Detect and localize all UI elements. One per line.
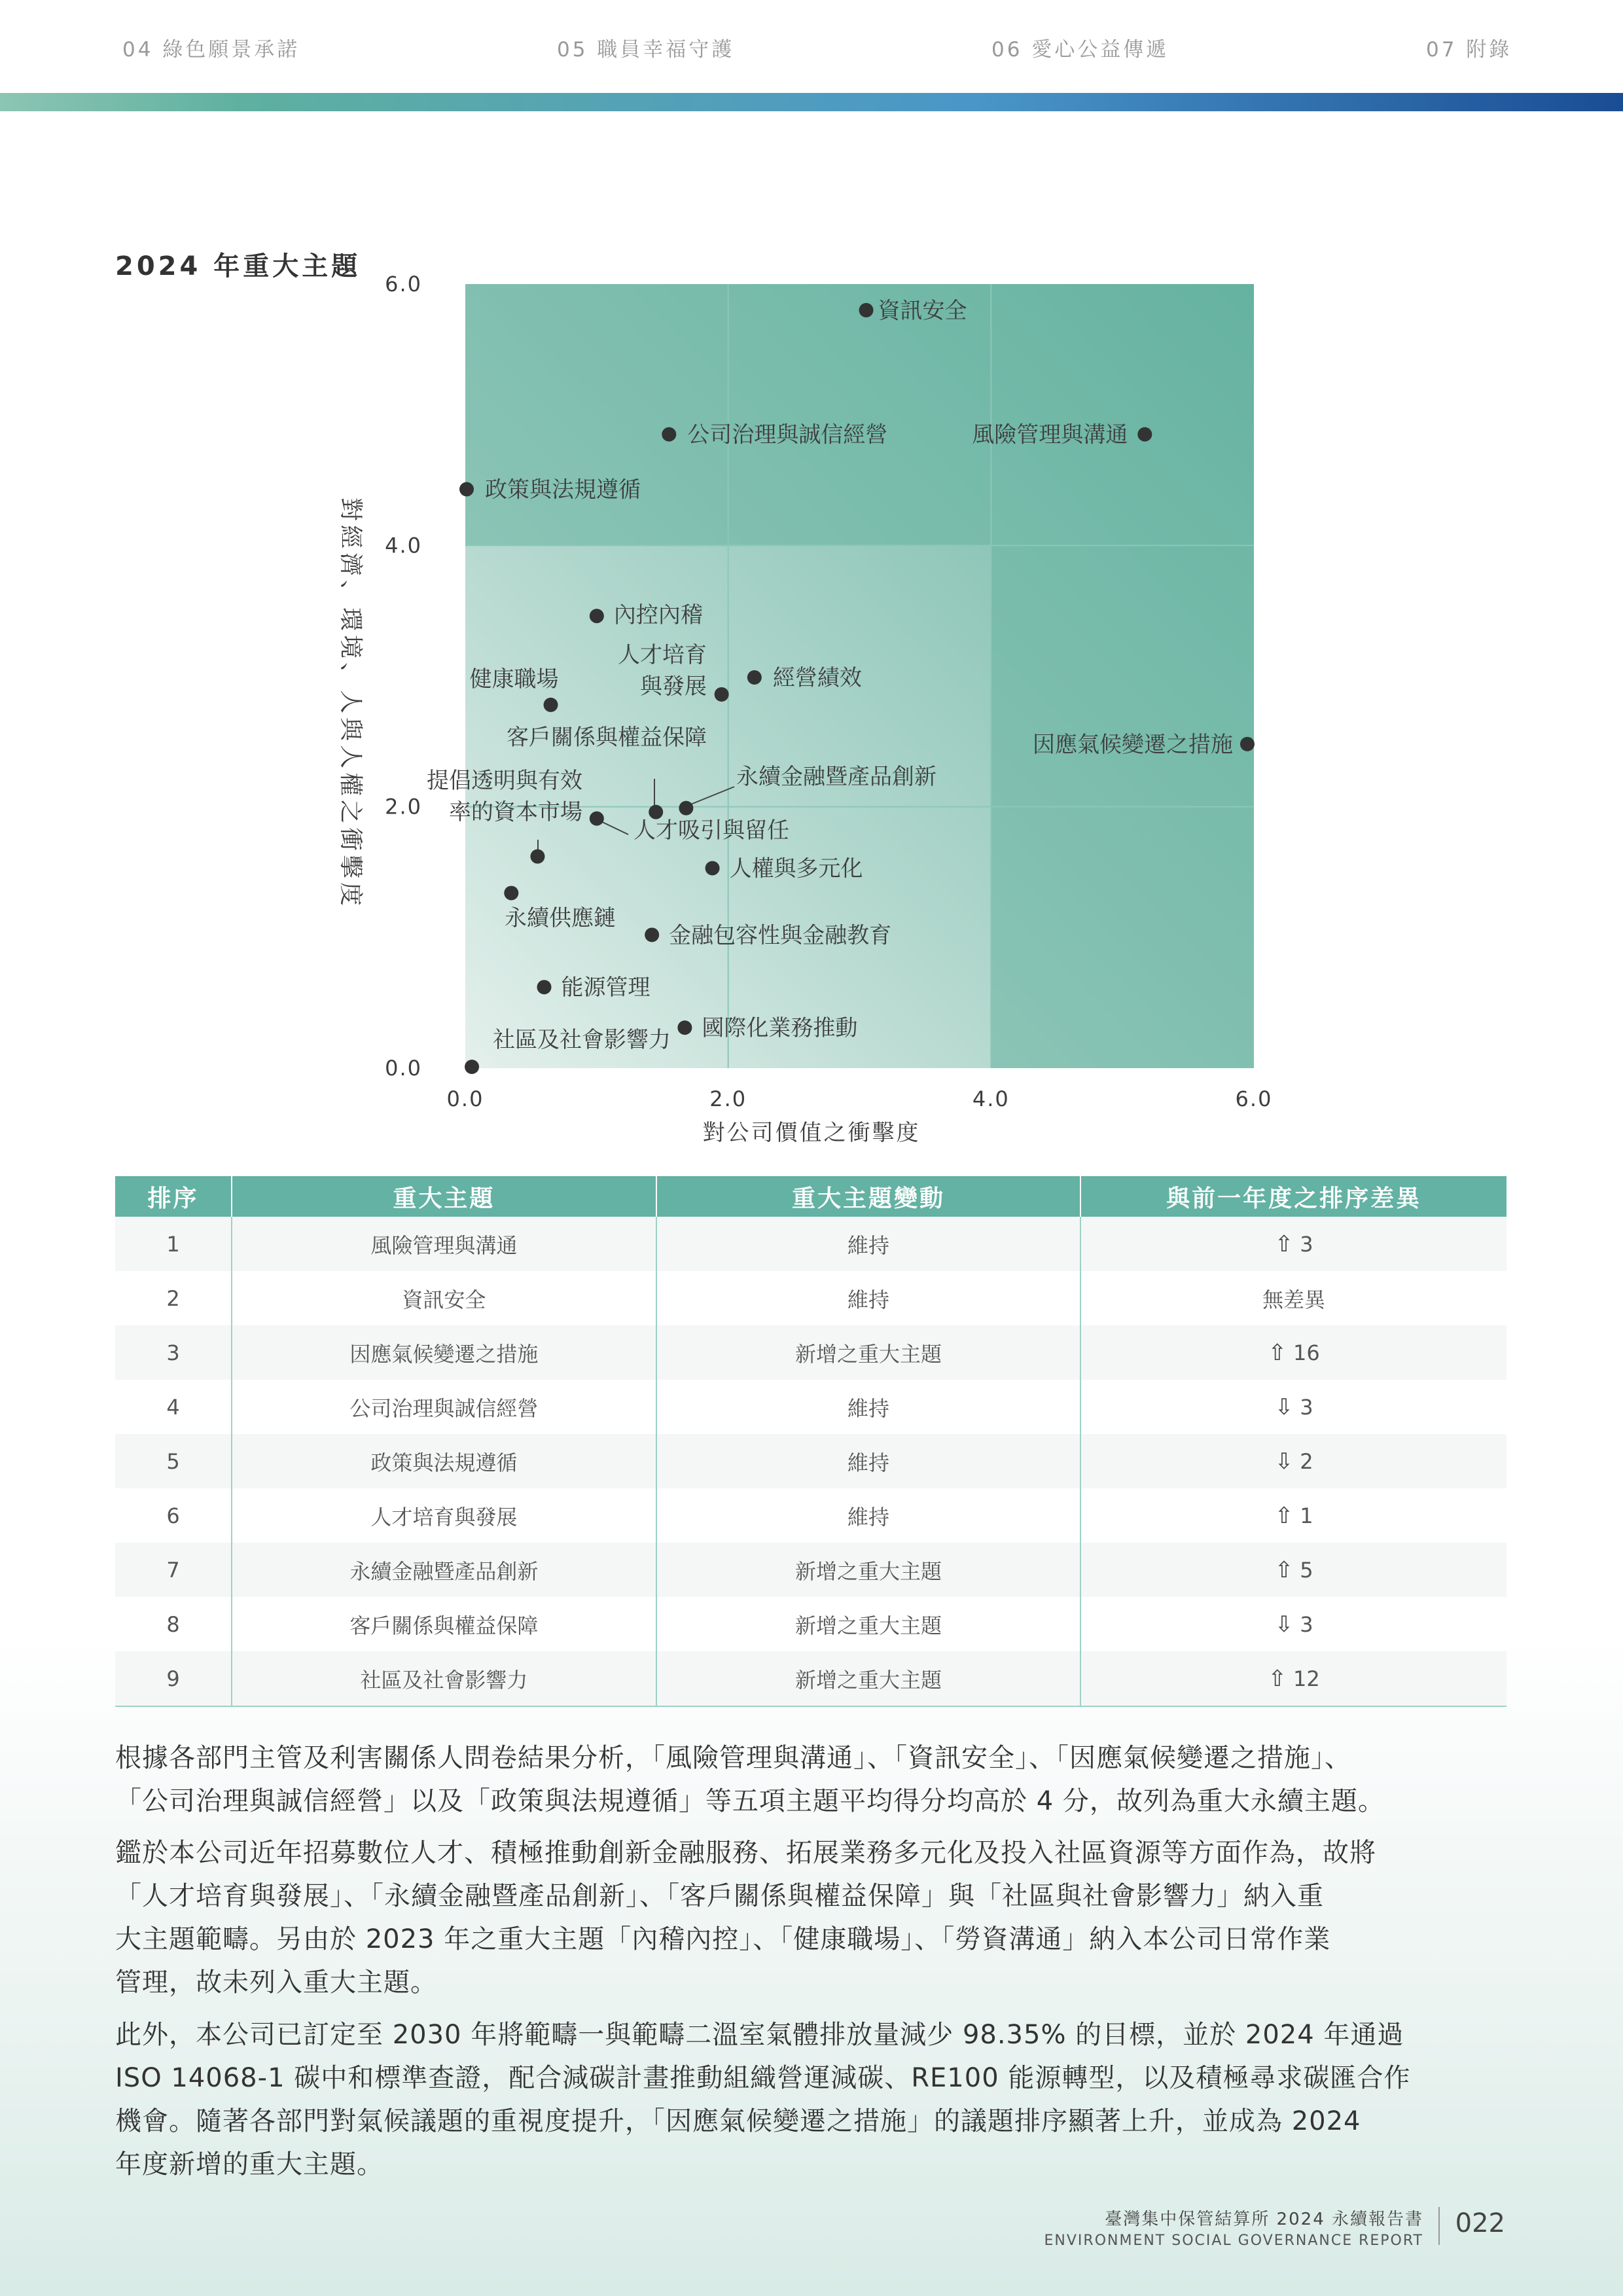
data-point-label: 政策與法規遵循 [485,476,641,503]
table-row [115,1488,1507,1543]
y-tick-label: 6.0 [385,272,422,296]
paragraph-line: 機會。隨著各部門對氣候議題的重視度提升，「因應氣候變遷之措施」的議題排序顯著上升，並成為 2024 [115,2106,1361,2136]
diff-cell [1080,1380,1507,1434]
diff-cell-text: 2 [1300,1448,1313,1474]
table-row [115,1597,1507,1651]
change-cell-text: 維持 [847,1287,889,1312]
topic-cell [232,1325,656,1380]
topic-cell-text: 公司治理與誠信經營 [349,1395,539,1421]
section-title: 2024 年重大主題 [115,251,361,281]
topic-cell [232,1488,656,1543]
data-point-label: 客戶關係與權益保障 [507,725,707,751]
change-cell-text: 新增之重大主題 [794,1667,942,1693]
data-point-label: 能源管理 [561,975,651,1001]
data-point[interactable] [459,482,474,496]
topic-cell-text: 人才培育與發展 [370,1504,518,1530]
data-point[interactable] [530,850,544,864]
data-point-label: 人才培育與發展 [618,642,707,700]
change-cell-text: 新增之重大主題 [794,1558,942,1584]
y-axis-label: 對經濟、環境、人與人權之衝擊度 [337,497,364,910]
table-row [115,1271,1507,1325]
rank-cell [115,1380,232,1434]
footer-report-title: 臺灣集中保管結算所 2024 永續報告書 [1105,2210,1423,2229]
diff-cell [1080,1217,1507,1271]
diff-cell [1080,1488,1507,1543]
diff-cell-text: 3 [1300,1394,1313,1420]
data-point-label: 永續供應鏈 [505,905,616,931]
data-point[interactable] [677,1020,692,1035]
change-cell-text: 維持 [847,1232,889,1258]
arrow-up-icon: ⇧ [1274,1230,1294,1257]
data-point-label: 公司治理與誠信經營 [687,422,888,448]
diff-cell [1080,1597,1507,1651]
topic-cell [232,1380,656,1434]
change-cell [656,1651,1081,1706]
diff-cell-text: 5 [1300,1557,1313,1583]
data-point[interactable] [662,427,676,442]
nav-item-green-vision[interactable]: 04 綠色願景承諾 [122,38,300,62]
paragraph-line: 鑑於本公司近年招募數位人才、積極推動創新金融服務、拓展業務多元化及投入社區資源等方面作為，故將 [115,1838,1376,1868]
topic-cell-text: 風險管理與溝通 [370,1232,518,1258]
change-cell [656,1217,1081,1271]
nav-item-appendix[interactable]: 07 附錄 [1426,38,1512,62]
col-header-rank: 排序 [115,1176,232,1217]
nav-item-employee-care[interactable]: 05 職員幸福守護 [557,38,735,62]
diff-cell-text: 3 [1300,1231,1313,1257]
table-row [115,1325,1507,1380]
data-point-label: 提倡透明與有效率的資本市場 [427,768,582,825]
topic-cell [232,1271,656,1325]
table-row [115,1543,1507,1597]
paragraph-line: 「人才培育與發展」、「永續金融暨產品創新」、「客戶關係與權益保障」與「社區與社會影響力」納入重 [115,1881,1324,1911]
data-point[interactable] [679,801,693,816]
data-point-label: 人權與多元化 [729,855,863,882]
data-point-label: 國際化業務推動 [702,1015,858,1042]
y-tick-label: 2.0 [385,794,422,819]
diff-cell-text: 3 [1300,1611,1313,1637]
rank-cell-text: 7 [166,1557,180,1583]
col-header-diff: 與前一年度之排序差異 [1080,1176,1507,1217]
data-point-label: 健康職場 [469,666,559,692]
rank-cell-text: 5 [166,1448,180,1474]
table-header-row [115,1176,1507,1217]
arrow-up-icon: ⇧ [1274,1502,1294,1529]
table-row [115,1217,1507,1271]
change-cell [656,1271,1081,1325]
paragraph-3 [115,2013,1507,2186]
data-point-label: 經營績效 [772,664,862,691]
change-cell-text: 新增之重大主題 [794,1613,942,1638]
change-cell-text: 新增之重大主題 [794,1341,942,1367]
change-cell [656,1380,1081,1434]
arrow-down-icon: ⇩ [1274,1448,1294,1475]
change-cell-text: 維持 [847,1450,889,1475]
data-point[interactable] [747,670,762,685]
x-tick-label: 2.0 [709,1086,747,1111]
change-cell-text: 維持 [847,1395,889,1421]
paragraph-line: 此外，本公司已訂定至 2030 年將範疇一與範疇二溫室氣體排放量減少 98.35% 的目標，並於 2024 年通過 [115,2020,1404,2050]
rank-cell-text: 1 [166,1231,180,1257]
footer-divider [1438,2207,1440,2245]
arrow-up-icon: ⇧ [1268,1665,1287,1692]
change-cell-text: 維持 [847,1504,889,1530]
paragraph-line: 根據各部門主管及利害關係人問卷結果分析，「風險管理與溝通」、「資訊安全」、「因應氣候變遷之措施」、 [115,1743,1351,1773]
paragraph-line: 大主題範疇。另由於 2023 年之重大主題「內稽內控」、「健康職場」、「勞資溝通」納入本公司日常作業 [115,1924,1331,1954]
diff-cell-text: 無差異 [1262,1287,1326,1312]
table-row [115,1434,1507,1488]
rank-cell [115,1488,232,1543]
paragraph-line: 年度新增的重大主題。 [115,2149,383,2179]
topic-cell [232,1597,656,1651]
change-cell [656,1597,1081,1651]
rank-cell [115,1434,232,1488]
topic-cell-text: 政策與法規遵循 [370,1450,518,1475]
rank-cell-text: 8 [166,1611,180,1637]
topic-cell [232,1217,656,1271]
rank-cell [115,1651,232,1706]
topic-cell-text: 客戶關係與權益保障 [349,1613,539,1638]
nav-item-charity[interactable]: 06 愛心公益傳遞 [991,38,1169,62]
table-row [115,1651,1507,1706]
topic-cell [232,1434,656,1488]
rank-cell-text: 9 [166,1666,180,1691]
data-point-label: 人才吸引與留任 [633,817,789,844]
data-point-label: 社區及社會影響力 [493,1027,671,1053]
y-tick-label: 0.0 [385,1056,422,1081]
change-cell [656,1325,1081,1380]
arrow-down-icon: ⇩ [1274,1393,1294,1420]
rank-cell-text: 2 [166,1285,180,1311]
rank-cell [115,1325,232,1380]
data-point[interactable] [859,303,874,317]
x-axis-label: 對公司價值之衝擊度 [702,1120,921,1146]
data-point[interactable] [1240,737,1255,751]
paragraph-1 [115,1736,1507,1823]
x-tick-label: 6.0 [1235,1086,1273,1111]
rank-cell-text: 4 [166,1394,180,1420]
paragraph-2 [115,1831,1507,2004]
change-cell [656,1543,1081,1597]
change-cell [656,1434,1081,1488]
table-row [115,1380,1507,1434]
arrow-down-icon: ⇩ [1274,1611,1294,1638]
data-point[interactable] [544,698,558,712]
data-point[interactable] [645,927,659,942]
data-point-label: 金融包容性與金融教育 [669,922,892,949]
diff-cell [1080,1434,1507,1488]
rank-cell [115,1217,232,1271]
topic-cell-text: 社區及社會影響力 [360,1667,528,1693]
data-point[interactable] [705,861,720,876]
diff-cell [1080,1651,1507,1706]
rank-cell-text: 3 [166,1340,180,1365]
zone-high-impact [465,284,1254,545]
data-point-label: 資訊安全 [878,297,967,324]
diff-cell [1080,1271,1507,1325]
diff-cell [1080,1543,1507,1597]
topic-cell-text: 資訊安全 [402,1287,486,1312]
data-point[interactable] [465,1060,479,1074]
data-point[interactable] [537,980,552,994]
rank-cell [115,1271,232,1325]
diff-cell-text: 16 [1293,1340,1320,1365]
paragraph-line: ISO 14068-1 碳中和標準查證，配合減碳計畫推動組織營運減碳、RE100 能源轉型，以及積極尋求碳匯合作 [115,2063,1411,2093]
topic-cell-text: 永續金融暨產品創新 [349,1558,539,1584]
diff-cell-text: 1 [1300,1503,1313,1528]
arrow-up-icon: ⇧ [1268,1339,1287,1366]
col-header-change: 重大主題變動 [656,1176,1081,1217]
data-point[interactable] [590,812,604,826]
col-header-topic: 重大主題 [232,1176,656,1217]
topic-cell [232,1651,656,1706]
page-number: 022 [1455,2208,1505,2238]
data-point[interactable] [1137,427,1152,442]
data-point[interactable] [590,609,604,623]
footer-report-subtitle: ENVIRONMENT SOCIAL GOVERNANCE REPORT [1044,2233,1423,2249]
data-point-label: 因應氣候變遷之措施 [1032,731,1233,758]
rank-cell [115,1543,232,1597]
topic-cell-text: 因應氣候變遷之措施 [349,1341,539,1367]
rank-cell-text: 6 [166,1503,180,1528]
data-point-label: 風險管理與溝通 [972,422,1128,448]
data-point[interactable] [504,886,518,900]
diff-cell [1080,1325,1507,1380]
data-point-label: 內控內稽 [613,602,703,629]
diff-cell-text: 12 [1293,1666,1320,1691]
x-tick-label: 0.0 [446,1086,484,1111]
topic-cell [232,1543,656,1597]
data-point-label: 永續金融暨產品創新 [736,764,936,790]
arrow-up-icon: ⇧ [1274,1556,1294,1583]
paragraph-line: 管理，故未列入重大主題。 [115,1967,437,1998]
x-tick-label: 4.0 [972,1086,1010,1111]
y-tick-label: 4.0 [385,533,422,558]
paragraph-line: 「公司治理與誠信經營」以及「政策與法規遵循」等五項主題平均得分均高於 4 分，故列為重大永續主題。 [115,1786,1385,1816]
material-topics-table [115,1176,1507,1707]
change-cell [656,1488,1081,1543]
data-point[interactable] [715,687,729,702]
rank-cell [115,1597,232,1651]
